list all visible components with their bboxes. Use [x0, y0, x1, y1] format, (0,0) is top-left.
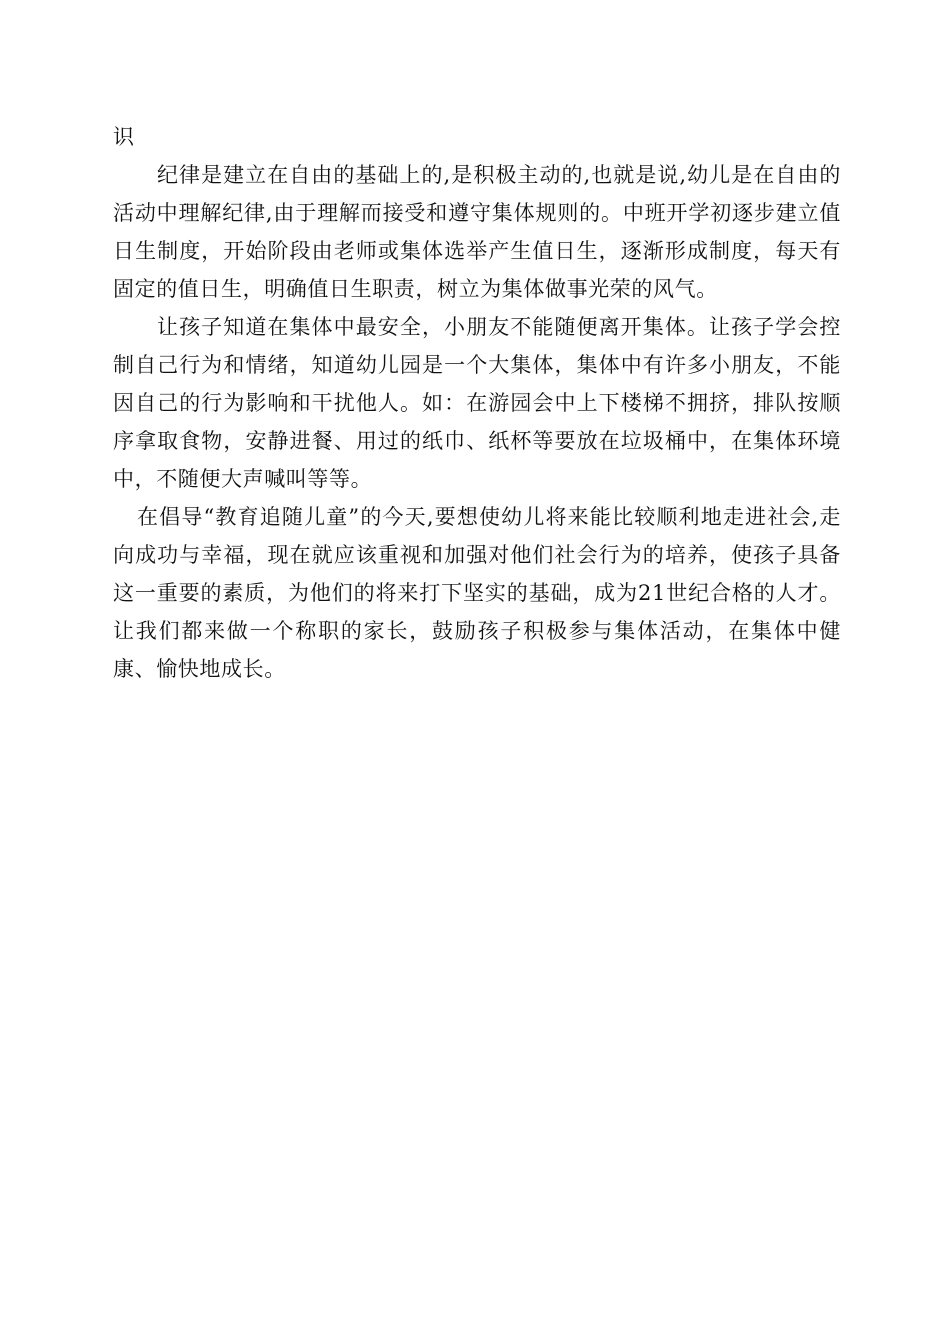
collective-safety-paragraph: 让孩子知道在集体中最安全，小朋友不能随便离开集体。让孩子学会控制自己行为和情绪，知道幼儿园是一个大集体，集体中有许多小朋友，不能因自己的行为影响和干扰他人。如：在游园会中上下楼梯不拥挤，排队按顺序拿取食物，安静进餐、用过的纸巾、纸杯等要放在垃圾桶中，在集体环境中，不随便大声喊叫等等。 — [113, 315, 841, 491]
document-body — [113, 118, 841, 688]
continued-word-paragraph: 识 — [113, 125, 135, 149]
conclusion-paragraph: 在倡导“教育追随儿童”的今天,要想使幼儿将来能比较顺利地走进社会,走向成功与幸福，现在就应该重视和加强对他们社会行为的培养，使孩子具备这一重要的素质，为他们的将来打下坚实的基础，成为21世纪合格的人才。让我们都来做一个称职的家长，鼓励孩子积极参与集体活动，在集体中健康、愉快地成长。 — [113, 505, 841, 681]
discipline-paragraph: 纪律是建立在自由的基础上的,是积极主动的,也就是说,幼儿是在自由的活动中理解纪律,由于理解而接受和遵守集体规则的。中班开学初逐步建立值日生制度，开始阶段由老师或集体选举产生值日生，逐渐形成制度，每天有固定的值日生，明确值日生职责，树立为集体做事光荣的风气。 — [113, 163, 841, 301]
